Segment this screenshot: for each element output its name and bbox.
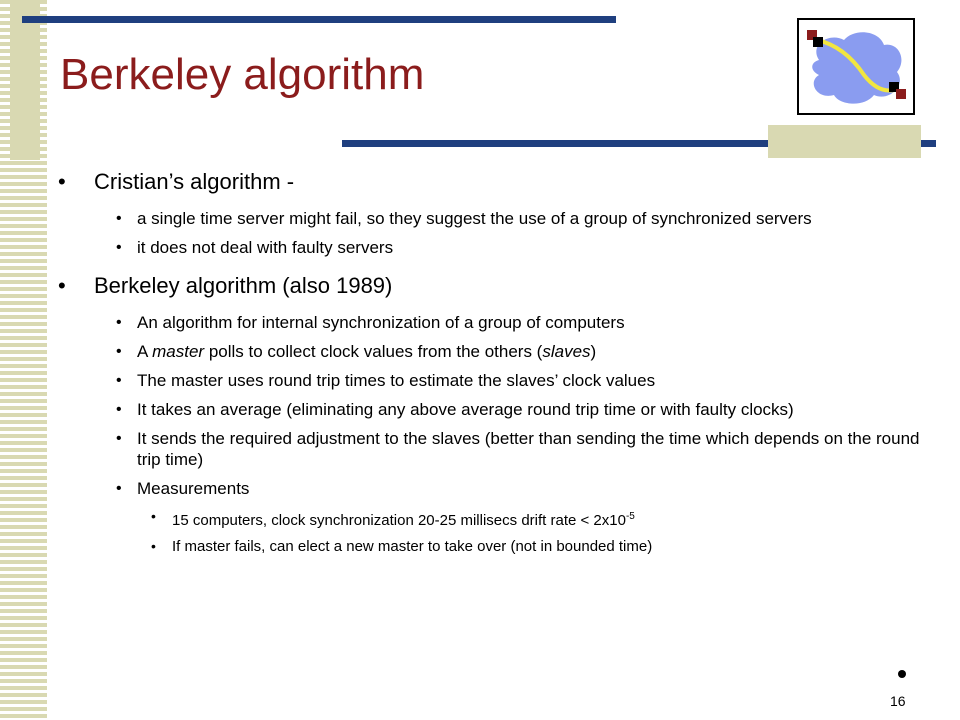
bullet-text xyxy=(137,342,596,361)
page-number: 16 xyxy=(890,693,906,709)
page-dot xyxy=(898,670,906,678)
bullet-text: The master uses round trip times to estimate the slaves’ clock values xyxy=(137,371,656,390)
bullet-dot-icon: • xyxy=(116,239,122,256)
sub-bullet-internal-sync xyxy=(58,312,928,333)
bullet-dot-icon: • xyxy=(116,210,122,227)
sub-bullet-master-polls xyxy=(58,341,928,362)
bullet-dot-icon: • xyxy=(116,480,122,497)
bullet-dot-icon: • xyxy=(116,430,122,447)
sub-bullet-server-fail xyxy=(58,208,928,229)
text-middle: polls to collect clock values from the others ( xyxy=(204,342,543,361)
bullet-dot-icon: • xyxy=(58,273,66,298)
bullet-text: It sends the required adjustment to the slaves (better than sending the time which depends on the round trip time) xyxy=(137,429,920,469)
bullet-text xyxy=(172,512,635,529)
sub-bullet-average xyxy=(58,399,928,420)
text-line: 15 computers, clock synchronization 20-25 millisecs drift rate < 2x10 xyxy=(172,512,626,529)
bullet-text: it does not deal with faulty servers xyxy=(137,238,394,257)
sub-sub-bullet-computers xyxy=(58,507,928,530)
sub-bullet-faulty-servers xyxy=(58,237,928,258)
bullet-text: Berkeley algorithm (also 1989) xyxy=(94,273,393,298)
text-prefix: A xyxy=(137,342,153,361)
tan-accent-block xyxy=(768,125,921,158)
slide-title: Berkeley algorithm xyxy=(60,50,425,99)
bullet-text: a single time server might fail, so they suggest the use of a group of synchronized servers xyxy=(137,209,812,228)
exponent: -5 xyxy=(625,511,635,522)
bullet-dot-icon: • xyxy=(151,508,156,524)
term-master: master xyxy=(152,342,205,361)
sub-bullet-measurements xyxy=(58,478,928,499)
term-slaves: slaves xyxy=(542,342,591,361)
top-accent-bar xyxy=(22,16,616,23)
slide-body xyxy=(58,168,928,563)
sub-sub-bullet-master-fails xyxy=(58,537,928,556)
bullet-dot-icon: • xyxy=(116,343,122,360)
bullet-dot-icon: • xyxy=(116,401,122,418)
left-solid-decoration xyxy=(10,0,40,160)
bullet-berkeley-algorithm xyxy=(58,272,928,300)
bullet-dot-icon: • xyxy=(151,538,156,554)
bullet-cristians-algorithm xyxy=(58,168,928,196)
bullet-text: An algorithm for internal synchronization of a group of computers xyxy=(137,313,625,332)
bullet-text: It takes an average (eliminating any above average round trip time or with faulty clocks) xyxy=(137,400,794,419)
bullet-dot-icon: • xyxy=(116,314,122,331)
bullet-text: If master fails, can elect a new master to take over (not in bounded time) xyxy=(172,538,653,555)
sub-bullet-round-trip xyxy=(58,370,928,391)
bullet-text: Cristian’s algorithm - xyxy=(94,169,295,194)
sub-bullet-adjustment xyxy=(58,428,928,470)
bullet-dot-icon: • xyxy=(58,169,66,194)
bullet-text: Measurements xyxy=(137,479,250,498)
bullet-dot-icon: • xyxy=(116,372,122,389)
network-cloud-icon xyxy=(797,18,915,115)
text-suffix: ) xyxy=(590,342,597,361)
